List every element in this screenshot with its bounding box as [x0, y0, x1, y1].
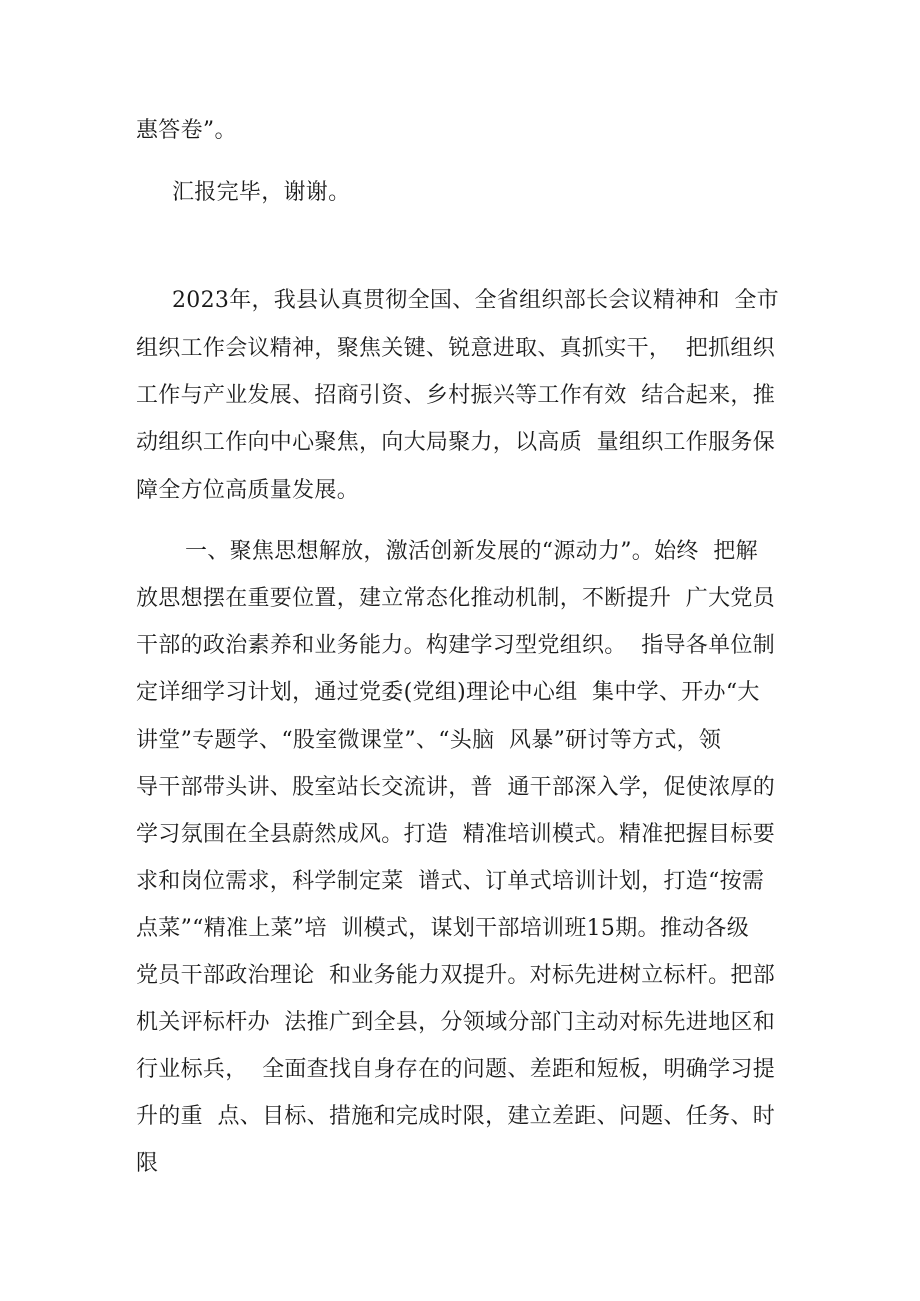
text-line: 导干部带头讲、股室站长交流讲，普 通干部深入学，促使浓厚的: [136, 775, 775, 800]
text-line: 党员干部政治理论 和业务能力双提升。对标先进树立标杆。把部: [136, 963, 775, 988]
text-line: 点菜”“精准上菜”培 训模式，谋划干部培训班15期。推动各级: [136, 916, 750, 941]
text-line: 放思想摆在重要位置，建立常态化推动机制，不断提升 广大党员: [136, 586, 775, 611]
text-line: 汇报完毕，谢谢。: [172, 180, 351, 205]
text-line: 学习氛围在全县蔚然成风。打造 精准培训模式。精准把握目标要: [136, 822, 775, 847]
text-line: 干部的政治素养和业务能力。构建学习型党组织。 指导各单位制: [136, 633, 775, 658]
text-line: 机关评标杆办 法推广到全县，分领域分部门主动对标先进地区和: [136, 1010, 775, 1035]
text-line: 求和岗位需求，科学制定菜 谱式、订单式培训计划，打造“按需: [136, 869, 765, 894]
text-line: 障全方位高质量发展。: [136, 478, 360, 503]
text-line: 升的重 点、目标、措施和完成时限，建立差距、问题、任务、时: [136, 1104, 775, 1129]
text-line: 2023年，我县认真贯彻全国、全省组织部长会议精神和 全市: [172, 288, 779, 313]
text-line: 惠答卷”。: [136, 118, 237, 143]
text-line: 动组织工作向中心聚焦，向大局聚力，以高质 量组织工作服务保: [136, 430, 775, 455]
text-line: 定详细学习计划，通过党委(党组)理论中心组 集中学、开办“大: [136, 680, 760, 705]
text-line: 一、聚焦思想解放，激活创新发展的“源动力”。始终 把解: [185, 539, 758, 564]
text-line: 讲堂”专题学、“股室微课堂”、“头脑 风暴”研讨等方式，领: [136, 728, 722, 753]
text-line: 工作与产业发展、招商引资、乡村振兴等工作有效 结合起来，推: [136, 383, 775, 408]
text-line: 组织工作会议精神，聚焦关键、锐意进取、真抓实干， 把抓组织: [136, 336, 775, 361]
text-line: 限: [136, 1151, 159, 1176]
text-line: 行业标兵， 全面查找自身存在的问题、差距和短板，明确学习提: [136, 1057, 775, 1082]
